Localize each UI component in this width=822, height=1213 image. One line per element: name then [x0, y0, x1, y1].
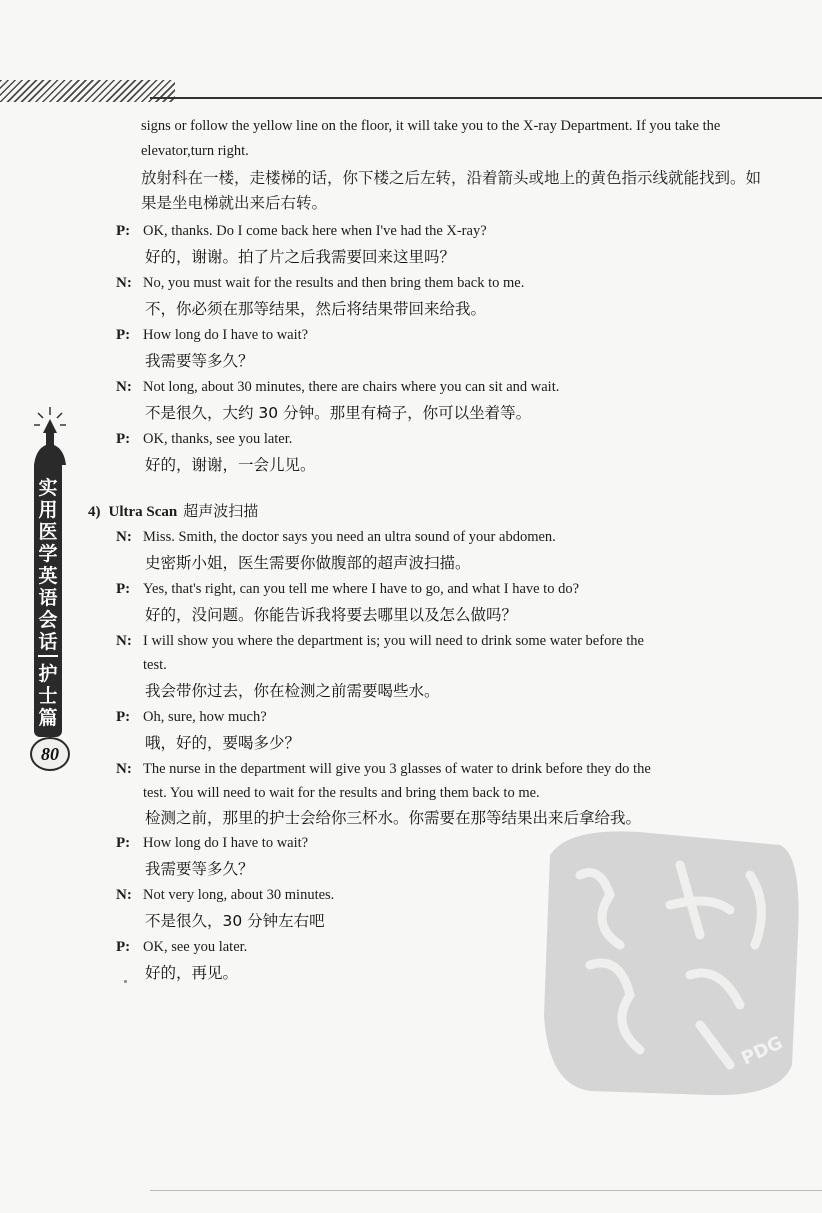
- section-title-chinese: 超声波扫描: [183, 502, 259, 520]
- speaker-label: N:: [116, 887, 132, 903]
- english-text: Oh, sure, how much?: [143, 709, 267, 725]
- translation-line: [0, 602, 822, 628]
- dialogue-line: [0, 756, 822, 782]
- dialogue-line: [0, 524, 822, 550]
- dialogue-continuation: [0, 780, 822, 806]
- dialogue-line: [0, 704, 822, 730]
- speaker-label: P:: [116, 581, 131, 597]
- rocket-icon: [30, 405, 70, 467]
- translation-line: [0, 244, 822, 270]
- chinese-text: 我会带你过去，你在检测之前需要喝些水。: [145, 682, 440, 700]
- english-text: Not long, about 30 minutes, there are chairs where you can sit and wait.: [143, 379, 560, 395]
- footer-rule: [150, 1190, 822, 1191]
- chinese-text: 不，你必须在那等结果，然后将结果带回来给我。: [145, 300, 487, 318]
- chinese-text: 不是很久，大约 30 分钟。那里有椅子，你可以坐着等。: [145, 404, 532, 422]
- chinese-text: 哦，好的，要喝多少？: [145, 734, 301, 752]
- speaker-label: P:: [116, 709, 131, 725]
- english-text: No, you must wait for the results and then bring them back to me.: [143, 275, 525, 291]
- chinese-text: 检测之前，那里的护士会给你三杯水。你需要在那等结果出来后拿给我。: [145, 809, 642, 827]
- translation-line: [0, 296, 822, 322]
- watermark-label: PDG: [738, 1032, 787, 1070]
- dialogue-line: [0, 628, 822, 654]
- side-tab-divider: [38, 655, 58, 657]
- english-text: OK, thanks, see you later.: [143, 431, 293, 447]
- dialogue-line: [0, 374, 822, 400]
- section-number: 4): [88, 504, 101, 520]
- scan-speck: [124, 980, 127, 983]
- speaker-label: N:: [116, 633, 132, 649]
- page-number: 80: [30, 737, 70, 771]
- intro-english: signs or follow the yellow line on the floor, it will take you to the X-ray Department. If you take the elevator,turn right.: [141, 118, 721, 159]
- dialogue-line: [0, 576, 822, 602]
- dialogue-line: [0, 270, 822, 296]
- translation-line: [0, 348, 822, 374]
- dialogue-line: [0, 322, 822, 348]
- english-text: Not very long, about 30 minutes.: [143, 887, 335, 903]
- speaker-label: N:: [116, 379, 132, 395]
- translation-line: [0, 452, 822, 478]
- chapter-side-tab: [34, 465, 62, 737]
- translation-line: [0, 730, 822, 756]
- speaker-label: N:: [116, 761, 132, 777]
- translation-line: [0, 400, 822, 426]
- speaker-label: P:: [116, 939, 131, 955]
- english-text: I will show you where the department is; you will need to drink some water before the: [143, 633, 644, 649]
- chinese-text: 我需要等多久？: [145, 352, 254, 370]
- translation-line: [0, 678, 822, 704]
- english-text: How long do I have to wait?: [143, 327, 309, 343]
- speaker-label: P:: [116, 223, 131, 239]
- section-title-english: Ultra Scan: [108, 504, 178, 520]
- section-heading: [88, 498, 258, 525]
- dialogue-line: [0, 426, 822, 452]
- book-subtitle: 护士篇: [38, 663, 58, 729]
- chinese-text: 好的，谢谢。拍了片之后我需要回来这里吗？: [145, 248, 456, 266]
- chinese-text: 好的，没问题。你能告诉我将要去哪里以及怎么做吗？: [145, 606, 518, 624]
- speaker-label: P:: [116, 431, 131, 447]
- chinese-text: 史密斯小姐，医生需要你做腹部的超声波扫描。: [145, 554, 471, 572]
- seal-watermark: [530, 815, 810, 1105]
- english-text: OK, see you later.: [143, 939, 248, 955]
- speaker-label: N:: [116, 275, 132, 291]
- intro-chinese: 放射科在一楼，走楼梯的话，你下楼之后左转，沿着箭头或地上的黄色指示线就能找到。如果是坐电梯就出来后右转。: [141, 169, 762, 212]
- english-text: Miss. Smith, the doctor says you need an ultra sound of your abdomen.: [143, 529, 556, 545]
- chinese-text: 好的，谢谢，一会儿见。: [145, 456, 316, 474]
- book-title: 实用医学英语会话: [38, 477, 58, 653]
- speaker-label: P:: [116, 835, 131, 851]
- english-text: The nurse in the department will give you 3 glasses of water to drink before they do the: [143, 761, 651, 777]
- chinese-text: 好的，再见。: [145, 964, 239, 982]
- translation-line: [0, 550, 822, 576]
- dialogue-continuation: [0, 652, 822, 678]
- english-text: Yes, that's right, can you tell me where I have to go, and what I have to do?: [143, 581, 580, 597]
- chinese-text: 不是很久，30 分钟左右吧: [145, 912, 325, 930]
- english-text: test.: [143, 657, 167, 673]
- header-rule: [150, 97, 822, 99]
- speaker-label: P:: [116, 327, 131, 343]
- english-text: How long do I have to wait?: [143, 835, 309, 851]
- dialogue-line: [0, 218, 822, 244]
- english-text: test. You will need to wait for the results and bring them back to me.: [143, 785, 540, 801]
- header-hatch-decoration: [0, 80, 175, 102]
- speaker-label: N:: [116, 529, 132, 545]
- english-text: OK, thanks. Do I come back here when I've had the X-ray?: [143, 223, 487, 239]
- chinese-text: 我需要等多久？: [145, 860, 254, 878]
